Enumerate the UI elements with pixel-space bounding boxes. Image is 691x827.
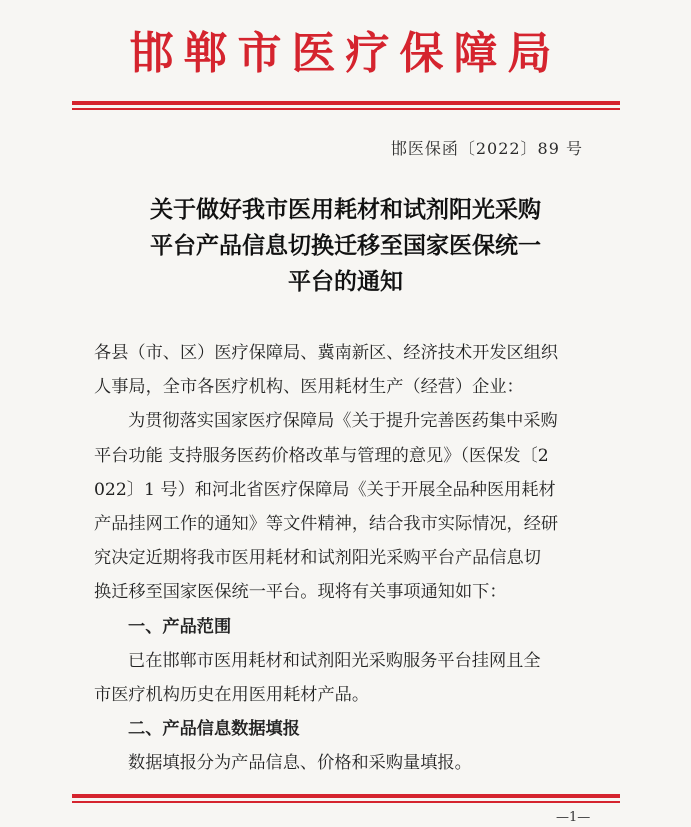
section1-paragraph (94, 644, 594, 712)
letterhead-agency-name: 邯郸市医疗保障局 (129, 28, 562, 79)
title-line-3: 平台的通知 (288, 268, 403, 295)
addressee-line: 人事局，全市各医疗机构、医用耗材生产（经营）企业： (94, 377, 524, 398)
footer-rule-thick (72, 794, 620, 798)
intro-line: 平台功能 支持服务医药价格改革与管理的意见》（医保发〔2 (94, 445, 549, 466)
intro-line: 022〕1 号）和河北省医疗保障局《关于开展全品种医用耗材 (94, 479, 556, 500)
section-heading-data-reporting: 二、产品信息数据填报 (128, 719, 300, 740)
intro-line: 究决定近期将我市医用耗材和试剂阳光采购平台产品信息切 (94, 548, 541, 569)
intro-line: 换迁移至国家医保统一平台。现将有关事项通知如下： (94, 582, 507, 603)
intro-paragraph (94, 404, 594, 609)
intro-line: 为贯彻落实国家医疗保障局《关于提升完善医药集中采购 (128, 411, 558, 432)
section2-paragraph (94, 746, 594, 780)
addressee-line: 各县（市、区）医疗保障局、冀南新区、经济技术开发区组织 (94, 343, 559, 363)
title-line-2: 平台产品信息切换迁移至国家医保统一 (150, 232, 541, 259)
section1-line: 市医疗机构历史在用医用耗材产品。 (94, 685, 370, 706)
letterhead-rule-thin (72, 108, 620, 110)
section-heading-product-scope: 一、产品范围 (128, 616, 232, 637)
section2-line: 数据填报分为产品信息、价格和采购量填报。 (128, 753, 472, 774)
footer-rule-thin (72, 801, 620, 803)
document-body (94, 336, 594, 781)
document-number: 邯医保函〔2022〕89 号 (390, 139, 583, 158)
intro-line: 产品挂网工作的通知》等文件精神，结合我市实际情况，经研 (94, 514, 559, 535)
title-line-1: 关于做好我市医用耗材和试剂阳光采购 (150, 196, 541, 223)
addressee (94, 336, 594, 404)
letterhead-rule-thick (72, 101, 620, 105)
document-title (0, 192, 691, 300)
page-number: —1— (556, 810, 591, 825)
section1-line: 已在邯郸市医用耗材和试剂阳光采购服务平台挂网且全 (128, 650, 541, 671)
